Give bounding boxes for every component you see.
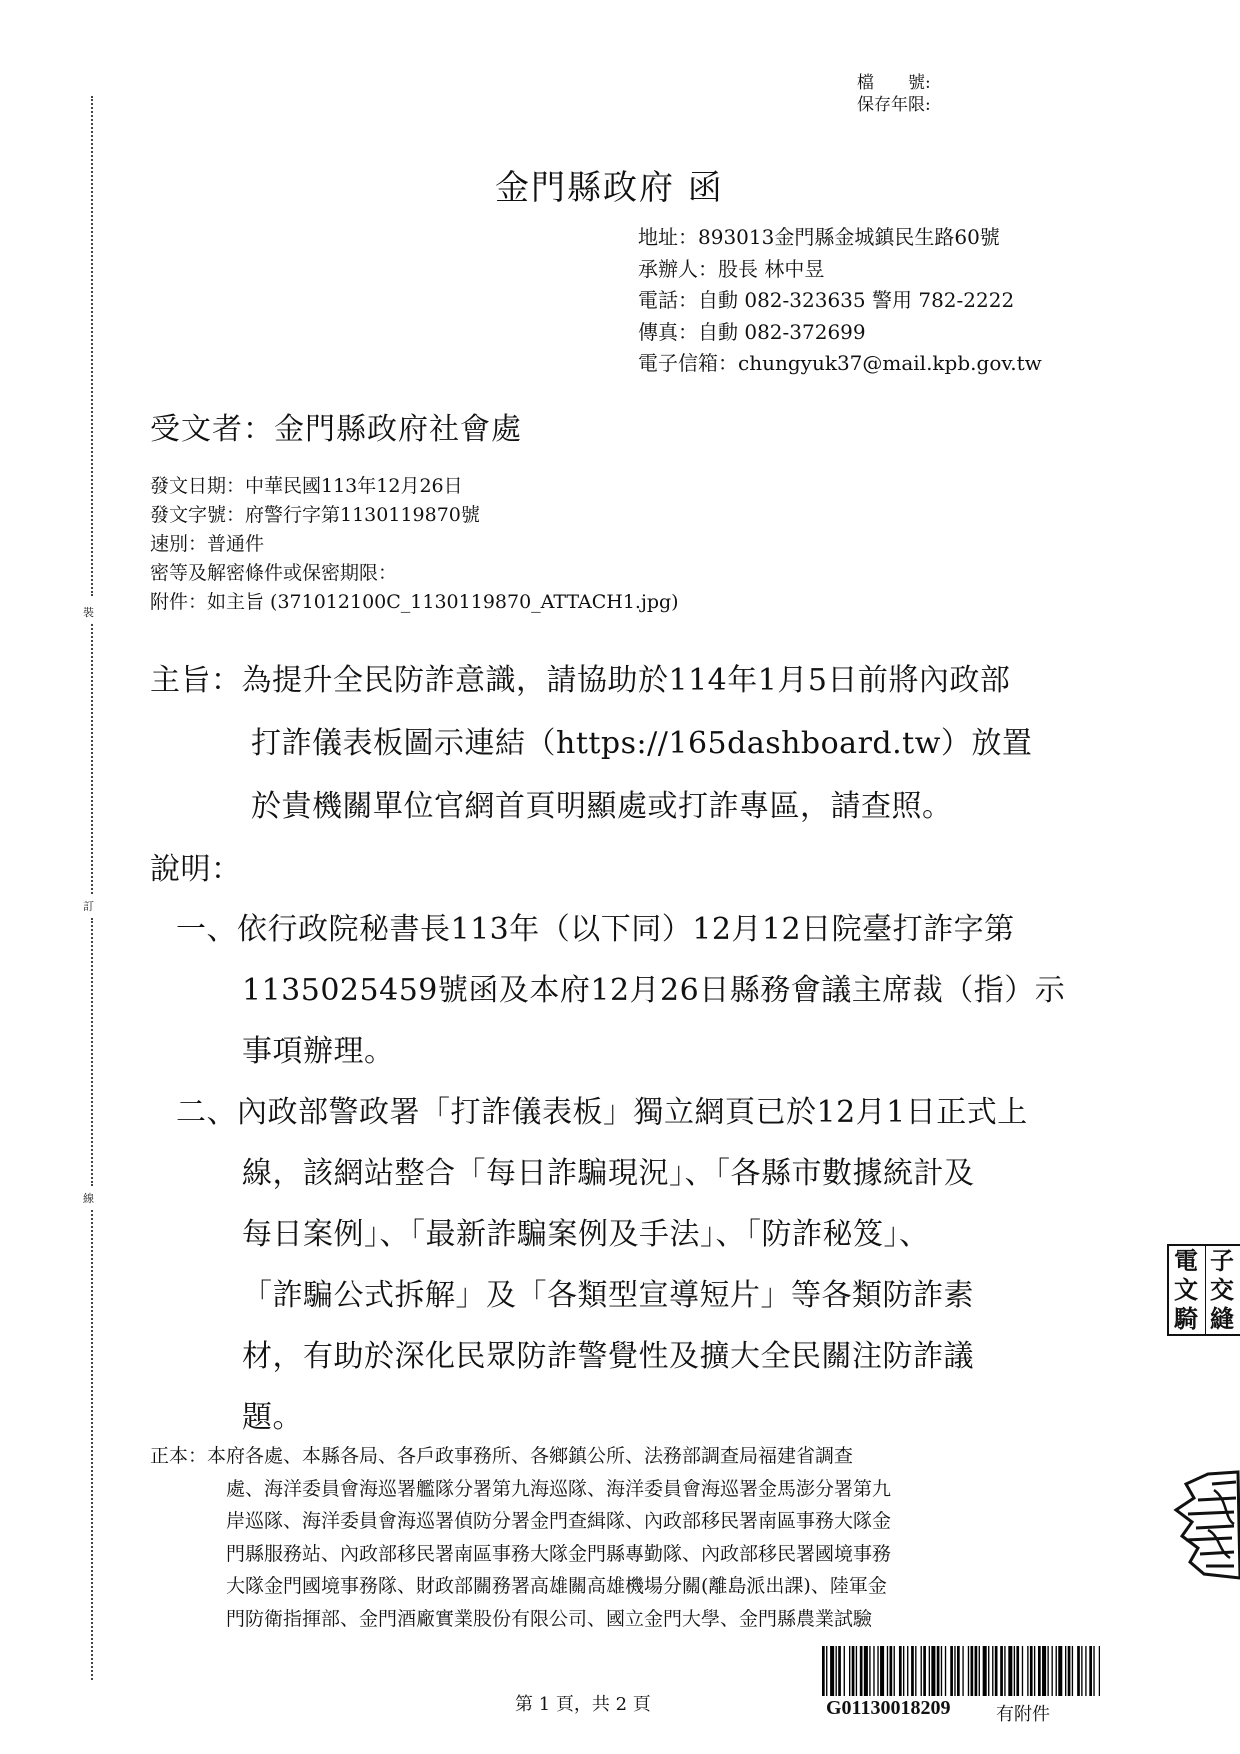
barcode-bar [1027,1646,1028,1696]
barcode-bar [1008,1646,1012,1696]
explanation-item-1-line-3: 事項辦理。 [242,1034,395,1069]
barcode-bar [1065,1646,1066,1696]
explanation-item-2-line-2: 線，該網站整合「每日詐騙現況」、「各縣市數據統計及 [242,1156,975,1191]
barcode-bars [822,1646,1100,1696]
barcode-bar [1077,1646,1080,1696]
phone: 電話：自動 082-323635 警用 782-2222 [638,288,1015,312]
barcode-bar [822,1646,825,1696]
barcode-bar [1093,1646,1094,1696]
binding-dotted-line [91,96,93,596]
barcode-bar [1042,1646,1046,1696]
barcode-bar [1016,1646,1019,1696]
secrecy-level: 密等及解密條件或保密期限： [150,562,398,584]
barcode-bar [907,1646,908,1696]
binding-dotted-line [91,624,93,894]
copies-line: 門防衛指揮部、金門酒廠實業股份有限公司、國立金門大學、金門縣農業試驗 [226,1607,873,1630]
barcode-bar [950,1646,953,1696]
barcode-bar [945,1646,946,1696]
dispatch-meta [150,472,679,617]
barcode-bar [957,1646,960,1696]
barcode-bar [911,1646,914,1696]
email: 電子信箱：chungyuk37@mail.kpb.gov.tw [638,351,1042,375]
barcode-bar [1099,1646,1100,1696]
barcode-bar [877,1646,878,1696]
barcode-bar [880,1646,884,1696]
address: 地址：893013金門縣金城鎮民生路60號 [638,225,1000,249]
barcode-bar [1047,1646,1048,1696]
barcode-bar [890,1646,893,1696]
barcode-bar [873,1646,874,1696]
barcode-bar [1014,1646,1015,1696]
explanation-heading: 說明： [150,852,242,887]
barcode-bar [962,1646,963,1696]
barcode-bar [929,1646,930,1696]
handler: 承辦人：股長 林中昱 [638,256,825,281]
barcode-bar [844,1646,845,1696]
barcode-bar [903,1646,904,1696]
retention-period-label: 保存年限: [857,95,931,115]
subject-line-3: 於貴機關單位官網首頁明顯處或打詐專區，請查照。 [251,789,953,824]
subject-line-1: 主旨：為提升全民防詐意識，請協助於114年1月5日前將內政部 [150,663,1011,698]
explanation-item-2-line-3: 每日案例」、「最新詐騙案例及手法」、「防詐秘笈」、 [242,1217,930,1252]
barcode-bar [838,1646,841,1696]
barcode-bar [1068,1646,1071,1696]
explanation-item-1-line-2: 1135025459號函及本府12月26日縣務會議主席裁（指）示 [242,973,1066,1008]
document-title: 金門縣政府 函 [495,168,724,208]
barcode-bar [995,1646,998,1696]
barcode-bar [887,1646,888,1696]
barcode-bar [869,1646,870,1696]
barcode [822,1646,1100,1696]
barcode-bar [852,1646,855,1696]
binding-mark-middle: 訂 [83,900,94,913]
recipient: 受文者：金門縣政府社會處 [150,412,522,447]
barcode-bar [954,1646,955,1696]
barcode-bar [983,1646,987,1696]
copies-line: 正本：本府各處、本縣各局、各戶政事務所、各鄉鎮公所、法務部調查局福建省調查 [150,1445,854,1467]
barcode-bar [968,1646,969,1696]
barcode-bar [826,1646,827,1696]
attachment-info: 附件：如主旨 (371012100C_1130119870_ATTACH1.jpg) [150,591,679,613]
barcode-bar [1004,1646,1005,1696]
contact-block [638,222,1042,380]
copies-line: 岸巡隊、海洋委員會海巡署偵防分署金門查緝隊、內政部移民署南區事務大隊金 [226,1510,892,1532]
barcode-bar [937,1646,940,1696]
copies-line: 大隊金門國境事務隊、財政部關務署高雄關高雄機場分關(離島派出課)、陸軍金 [226,1575,887,1597]
barcode-bar [849,1646,850,1696]
barcode-bar [830,1646,834,1696]
seal-fragment-icon [1168,1470,1240,1580]
stamp-char: 交 [1210,1275,1234,1304]
delivery-speed: 速別：普通件 [150,533,265,555]
barcode-bar [971,1646,974,1696]
binding-mark-top: 裝 [83,606,94,619]
dispatch-number: 發文字號：府警行字第1130119870號 [150,504,480,526]
binding-dotted-line [91,1210,93,1680]
barcode-bar [1052,1646,1053,1696]
dispatch-date: 發文日期：中華民國113年12月26日 [150,475,463,497]
barcode-bar [921,1646,922,1696]
binding-mark-bottom: 線 [83,1192,94,1205]
barcode-bar [864,1646,868,1696]
barcode-bar [975,1646,978,1696]
barcode-bar [1038,1646,1041,1696]
stamp-char: 縫 [1210,1304,1234,1333]
file-info [857,72,931,116]
barcode-bar [860,1646,863,1696]
barcode-bar [1034,1646,1035,1696]
barcode-bar [941,1646,942,1696]
barcode-bar [1081,1646,1082,1696]
copies-line: 處、海洋委員會海巡署艦隊分署第九海巡隊、海洋委員會海巡署金馬澎分署第九 [226,1477,892,1500]
fax: 傳真：自動 082-372699 [638,319,866,344]
copies-line: 門縣服務站、內政部移民署南區事務大隊金門縣專勤隊、內政部移民署國境事務 [226,1542,892,1565]
stamp-char: 騎 [1174,1304,1198,1333]
barcode-bar [856,1646,857,1696]
stamp-char: 子 [1210,1246,1234,1275]
stamp-char: 電 [1174,1246,1198,1275]
page-number: 第 1 頁，共 2 頁 [515,1694,651,1715]
attachment-flag: 有附件 [996,1704,1050,1725]
explanation-item-2-line-1: 二、內政部警政署「打詐儀表板」獨立網頁已於12月1日正式上 [176,1095,1028,1130]
explanation-item-2-line-6: 題。 [242,1400,303,1435]
barcode-bar [1072,1646,1073,1696]
file-number-label: 檔 號: [857,73,931,93]
barcode-bar [1030,1646,1033,1696]
barcode-bar [899,1646,902,1696]
barcode-bar [979,1646,980,1696]
barcode-bar [836,1646,837,1696]
barcode-bar [992,1646,993,1696]
explanation-item-2-line-4: 「詐騙公式拆解」及「各類型宣導短片」等各類防詐素 [242,1278,974,1313]
stamp-char: 文 [1174,1275,1198,1304]
electronic-document-stamp [1167,1244,1240,1336]
subject-line-2: 打詐儀表板圖示連結（https://165dashboard.tw）放置 [251,726,1033,761]
barcode-bar [1085,1646,1086,1696]
explanation-item-1-line-1: 一、依行政院秘書長113年（以下同）12月12日院臺打詐字第 [176,912,1015,947]
binding-dotted-line [91,918,93,1186]
barcode-bar [894,1646,895,1696]
barcode-number: G01130018209 [826,1697,951,1719]
barcode-bar [915,1646,916,1696]
copies-list [150,1440,891,1635]
barcode-bar [1089,1646,1092,1696]
barcode-bar [931,1646,935,1696]
explanation-item-2-line-5: 材，有助於深化民眾防詐警覺性及擴大全民關注防詐議 [242,1339,974,1374]
barcode-bar [988,1646,989,1696]
barcode-bar [1058,1646,1062,1696]
barcode-bar [1022,1646,1023,1696]
barcode-bar [1056,1646,1057,1696]
barcode-bar [1000,1646,1003,1696]
barcode-bar [923,1646,926,1696]
